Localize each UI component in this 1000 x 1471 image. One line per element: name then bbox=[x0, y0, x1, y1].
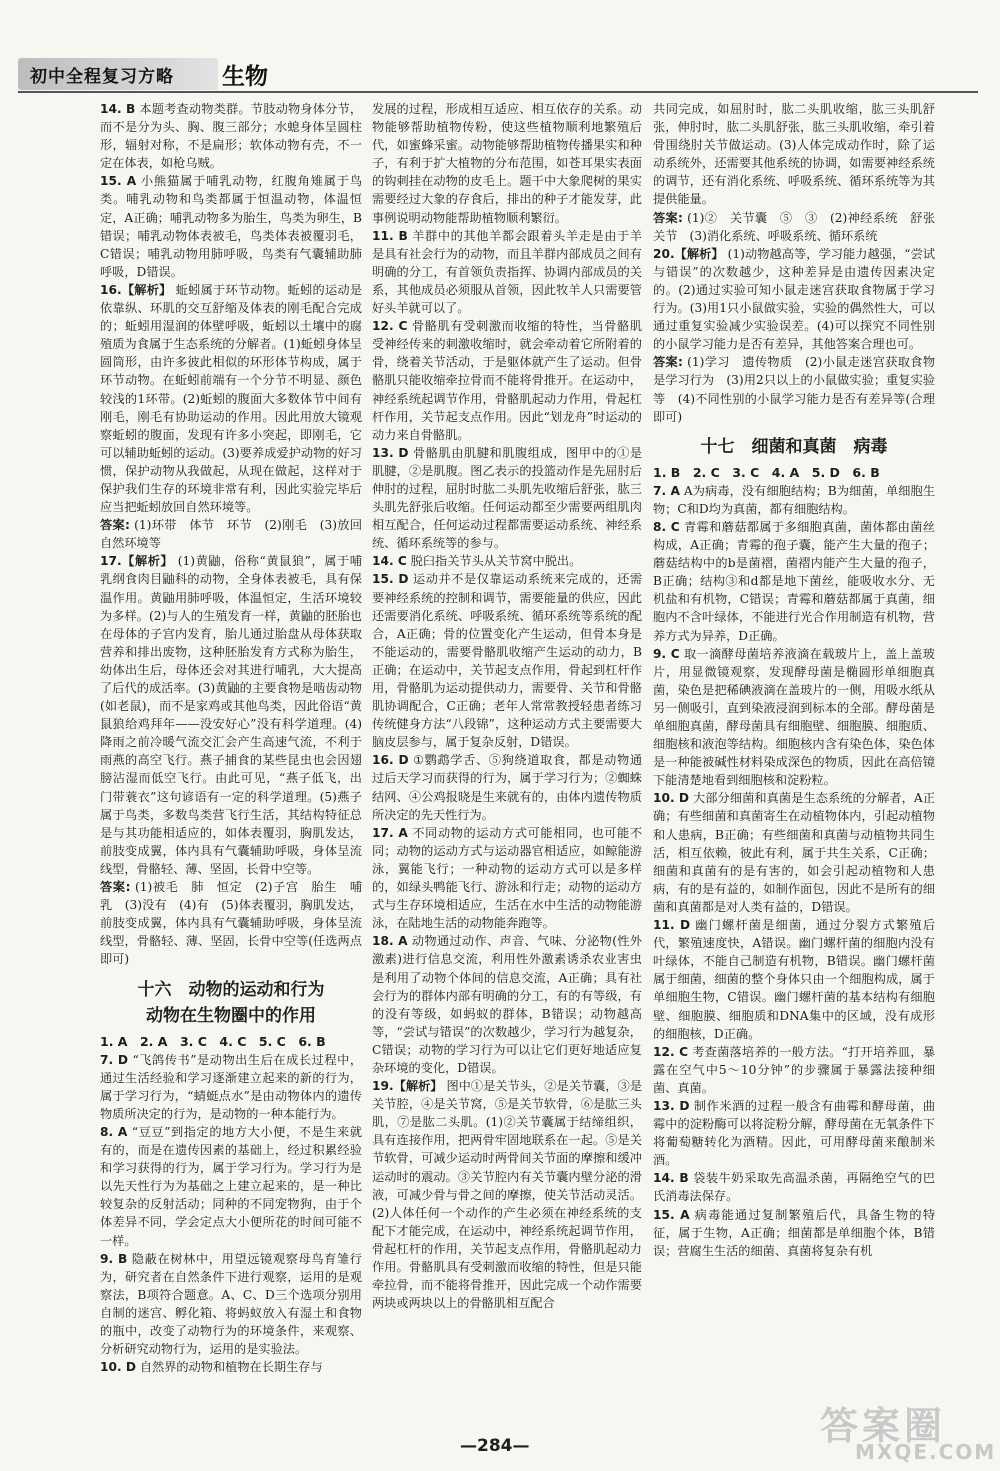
answer-list bbox=[653, 482, 935, 1260]
answer-text: (1)环带 体节 环节 (2)刚毛 (3)放回自然环境等 bbox=[100, 518, 363, 551]
answer-item bbox=[653, 789, 935, 916]
answer-item bbox=[653, 353, 935, 425]
answer-item bbox=[100, 878, 362, 968]
answer-number: 16.【解析】 bbox=[100, 282, 172, 297]
answer-number: 15. A bbox=[653, 1207, 690, 1222]
answer-item bbox=[653, 1097, 935, 1169]
watermark-logo: 答案圈 bbox=[820, 1404, 947, 1448]
answer-item bbox=[372, 100, 642, 227]
page-header bbox=[0, 0, 1000, 92]
answer-item bbox=[653, 518, 935, 645]
column-3 bbox=[653, 100, 948, 1260]
answer-item bbox=[100, 281, 362, 516]
answer-list bbox=[100, 100, 362, 969]
answer-number: 20.【解析】 bbox=[653, 246, 724, 261]
answer-text: 本题考查动物类群。节肢动物身体分节，而不是分为头、胸、腹三部分；水螅身体呈圆柱形，辐射对称，不是扁形；软体动物有壳，不一定在体表，如枪乌贼。 bbox=[100, 102, 363, 171]
answer-text: 制作米酒的过程一般含有曲霉和酵母菌，曲霉中的淀粉酶可以将淀粉分解，酵母菌在无氧条件下将葡萄糖转化为酒精。因此，可用酵母菌来酿制米酒。 bbox=[653, 1098, 936, 1168]
answer-item bbox=[372, 932, 642, 1077]
answer-item bbox=[653, 916, 935, 1043]
answer-item bbox=[372, 824, 642, 933]
answer-number: 10. D bbox=[653, 791, 690, 806]
answer-text: (1)② 关节囊 ⑤ ③ (2)神经系统 舒张 关节 (3)消化系统、呼吸系统、循环系统 bbox=[653, 210, 948, 243]
answer-text: 不同动物的运动方式可能相同，也可能不同；动物的运动方式与运动器官相适应，如鲸能游泳，翼能飞行；一种动物的运动方式可以是多样的，如绿头鸭能飞行、游泳和行走；动物的运动方式与生存环境相适应，生活在水中生活的动物能游泳，在陆地生活的动物能奔跑等。 bbox=[372, 825, 643, 931]
answer-list bbox=[653, 100, 948, 426]
watermark-url: MXQE.COM bbox=[855, 1440, 997, 1464]
answer-text: 取一滴酵母菌培养液滴在载玻片上，盖上盖玻片，用显微镜观察，发现酵母菌是椭圆形单细胞真菌，染色是把稀碘液滴在盖玻片的一侧，用吸水纸从另一侧吸引，直到染液浸润到标本的全部。酵母菌是单细胞真菌，酵母菌具有细胞壁、细胞膜、细胞质、细胞核和液泡等结构。细胞核内含有染色体，染色体是一种能被碱性材料染成深色的物质，因此在高倍镜下能清楚地看到细胞核和淀粉粒。 bbox=[653, 646, 935, 788]
answer-number: 14. B bbox=[653, 1171, 689, 1186]
answer-item bbox=[100, 172, 362, 281]
answer-text: 发展的过程，形成相互适应、相互依存的关系。动物能够帮助植物传粉，使这些植物顺利地繁殖后代，如蜜蜂采蜜。动物能够帮助植物传播果实和种子，有利于扩大植物的分布范围，如苍耳果实表面的钩刺挂在动物的皮毛上。题干中大象爬树的果实需要经过大象的存食后，排出的种子才能发芽，此事例说明动物能帮助植物顺利繁衍。 bbox=[372, 102, 642, 225]
answer-item bbox=[372, 227, 642, 317]
answer-text: (1)动物越高等，学习能力越强，“尝试与错误”的次数越少，这种差异是由遗传因素决定的。(2)通过实验可知小鼠走迷宫获取食物属于学习行为。(3)用1只小鼠做实验，实验的偶然性大，可以通过重复实验减少实验误差。(4)可以探究不同性别的小鼠学习能力是否有差异，其他答案合理也可。 bbox=[653, 246, 936, 352]
answer-item bbox=[653, 1043, 935, 1097]
answer-number: 17.【解析】 bbox=[100, 554, 174, 569]
answer-number: 答案: bbox=[653, 210, 683, 225]
answer-item bbox=[372, 552, 642, 570]
answer-text: 动物通过动作、声音、气味、分泌物(性外激素)进行信息交流，利用性外激素诱杀农业害虫是利用了动物个体间的信息交流，A正确；具有社会行为的群体内部有明确的分工，有的有等级，有的没有等级，如蚂蚁的群体，B错误；动物越高等，“尝试与错误”的次数越少，学习行为越复杂，C错误；动物的学习行为可以让它们更好地适应复杂环境的变化，D错误。 bbox=[372, 934, 643, 1075]
answer-item bbox=[653, 100, 935, 209]
answer-item bbox=[653, 209, 948, 245]
answer-item bbox=[372, 570, 642, 751]
answer-item bbox=[372, 317, 642, 444]
answer-number: 答案: bbox=[653, 355, 683, 370]
answer-text: 蚯蚓属于环节动物。蚯蚓的运动是依靠纵、环肌的交互舒缩及体表的刚毛配合完成的；蚯蚓用湿润的体壁呼吸，蚯蚓以土壤中的腐殖质为食属于生态系统的分解者。(1)蚯蚓身体呈圆筒形，由许多彼此相似的环形体节构成，属于环节动物。在蚯蚓前端有一个分节不明显、颜色较浅的1环带。(2)蚯蚓的腹面大多数体节中间有刚毛，刚毛有协助运动的作用。因此用放大镜观察蚯蚓的腹面，发现有许多小突起，即刚毛，它可以辅助蚯蚓的运动。(3)要养成爱护动物的好习惯，保护动物从我做起，从现在做起，这样对于保护我们生存的环境非常有利，因此实验完毕后应当把蚯蚓放回自然环境等。 bbox=[100, 282, 363, 515]
answer-item bbox=[653, 245, 935, 354]
answer-text: 大部分细菌和真菌是生态系统的分解者，A正确；有些细菌和真菌寄生在动植物体内，引起动植物和人患病，B正确；有些细菌和真菌与动植物共同生活，相互依赖，彼此有利，属于共生关系，C正确；细菌和真菌有的是有害的，如会引起动植物和人患病，有的是有益的，如制作面包，因此不是所有的细菌和真菌都是对人类有益的，D错误。 bbox=[653, 791, 936, 914]
answer-text: 病毒能通过复制繁殖后代，具备生物的特征，属于生物，A正确；细菌都是单细胞个体，B错误；营腐生生活的细菌、真菌将复杂有机 bbox=[653, 1207, 936, 1258]
answer-item bbox=[372, 444, 642, 553]
answer-text: (1)被毛 肺 恒定 (2)子宫 胎生 哺乳 (3)没有 (4)有 (5)体表覆羽，胸肌发达，前肢变成翼，体内具有气囊辅助呼吸，身体呈流线型，骨骼轻、薄、坚固，长骨中空等(任选两点即可) bbox=[100, 880, 363, 967]
answer-text: “豆豆”到指定的地方大小便，不是生来就有的，而是在遗传因素的基础上，经过积累经验和学习获得的行为，属于学习行为。学习行为是以先天性行为为基础之上建立起来的，是一种比较复杂的反射活动；同种的不同宠物狗，由于个体差异不同，学会定点大小便所花的时间可能不一样。 bbox=[100, 1124, 362, 1248]
answer-number: 7. D bbox=[100, 1052, 129, 1067]
answer-item bbox=[372, 751, 642, 823]
answer-list bbox=[100, 1051, 362, 1377]
answer-number: 18. A bbox=[372, 934, 408, 949]
page-number: —284— bbox=[460, 1436, 530, 1456]
answer-text: 小熊猫属于哺乳动物，红腹角雉属于鸟类。哺乳动物和鸟类都属于恒温动物，体温恒定，A正确；哺乳动物多为胎生，鸟类为卵生，B错误；哺乳动物体表被毛，鸟类体表被覆羽毛，C错误；哺乳动物用肺呼吸，鸟类有气囊辅助肺呼吸，D错误。 bbox=[100, 174, 363, 279]
answer-text: 袋装牛奶采取先高温杀菌，再隔绝空气的巴氏消毒法保存。 bbox=[653, 1171, 936, 1204]
answer-number: 8. A bbox=[100, 1124, 128, 1139]
answer-text: “飞鸽传书”是动物出生后在成长过程中，通过生活经验和学习逐渐建立起来的新的行为，属于学习行为，“蜻蜓点水”是由动物体内的遗传物质所决定的行为，是动物的一种本能行为。 bbox=[100, 1052, 363, 1121]
answer-number: 12. C bbox=[653, 1044, 689, 1059]
answer-item bbox=[100, 552, 362, 878]
answer-item bbox=[653, 1206, 935, 1260]
answer-item bbox=[100, 1358, 362, 1376]
section-17-mcq: 1. B 2. C 3. C 4. A 5. D 6. B bbox=[653, 464, 880, 480]
column-2 bbox=[372, 100, 642, 1312]
answer-text: ①鹦鹉学舌、⑤狗绕道取食，都是动物通过后天学习而获得的行为，属于学习行为；②蜘蛛结网、④公鸡报晓是生来就有的，由体内遗传物质所决定的先天性行为。 bbox=[372, 753, 643, 822]
answer-text: 自然界的动物和植物在长期生存与 bbox=[139, 1360, 323, 1375]
answer-item bbox=[372, 1077, 642, 1312]
answer-text: 运动并不是仅靠运动系统来完成的，还需要神经系统的控制和调节，需要能量的供应，因此还需要消化系统、呼吸系统、循环系统等系统的配合，A正确；骨的位置变化产生运动，但骨本身是不能运动的，需要骨骼肌收缩产生运动的动力，B正确；在运动中，关节起支点作用，骨起到杠杆作用，骨骼肌为运动提供动力，需要骨、关节和骨骼肌协调配合，C正确；老年人常常教授轻患者练习传统健身方法“八段锦”，这种运动方式主要需要大脑皮层参与，属于复杂反射，D错误。 bbox=[372, 572, 643, 750]
answer-text: A为病毒，没有细胞结构；B为细菌，单细胞生物；C和D均为真菌，都有细胞结构。 bbox=[653, 483, 936, 516]
section-17-title: 十七 细菌和真菌 病毒 bbox=[700, 436, 888, 457]
answer-text: 共同完成，如屈肘时，肱二头肌收缩，肱三头肌舒张，伸肘时，肱二头肌舒张，肱三头肌收缩，牵引着骨围绕肘关节做运动。(3)人体完成动作时，除了运动系统外，还需要其他系统的协调，如需要神经系统的调节，还有消化系统、呼吸系统、循环系统等为其提供能量。 bbox=[653, 102, 935, 207]
answer-number: 10. D bbox=[100, 1360, 136, 1375]
answer-item bbox=[653, 1169, 935, 1205]
answer-number: 7. A bbox=[653, 483, 680, 498]
answer-item bbox=[100, 1051, 362, 1123]
answer-number: 15. A bbox=[100, 174, 137, 189]
answer-number: 9. C bbox=[653, 646, 680, 661]
answer-item bbox=[100, 516, 362, 552]
answer-number: 19.【解析】 bbox=[372, 1079, 443, 1094]
series-title: 初中全程复习方略 bbox=[30, 67, 174, 87]
answer-text: 骨骼肌有受刺激而收缩的特性，当骨骼肌受神经传来的刺激收缩时，就会牵动着它所附着的骨，绕着关节活动，于是躯体就产生了运动。但骨骼肌只能收缩牵拉骨而不能将骨推开。在运动中，神经系统起调节作用，骨骼肌起动力作用，骨起杠杆作用，关节起支点作用。因此“划龙舟”时运动的动力来自骨骼肌。 bbox=[372, 319, 643, 442]
answer-number: 14. C bbox=[372, 554, 407, 569]
answer-item bbox=[653, 482, 935, 518]
answer-number: 9. B bbox=[100, 1251, 128, 1266]
section-16-mcq: 1. A 2. A 3. C 4. C 5. C 6. B bbox=[100, 1033, 326, 1049]
answer-text: 骨骼肌由肌腱和肌腹组成，图甲中的①是肌腱，②是肌腹。图乙表示的投篮动作是先屈肘后伸肘的过程，屈肘时肱二头肌先收缩后舒张，肱三头肌先舒张后收缩。任何运动都至少需要两组肌肉相互配合，任何运动过程都需要运动系统、神经系统、循环系统等的参与。 bbox=[372, 445, 643, 551]
answer-number: 答案: bbox=[100, 518, 130, 533]
answer-text: 羊群中的其他羊都会跟着头羊走是由于羊是具有社会行为的动物，而且羊群内部成员之间有明确的分工，有首领负责指挥、协调内部成员的关系，其他成员必须服从首领，因此牧羊人只需要管好头羊就可以了。 bbox=[372, 228, 643, 316]
subject-title: 生物 bbox=[222, 64, 268, 90]
answer-number: 13. D bbox=[653, 1098, 690, 1113]
answer-number: 14. B bbox=[100, 102, 136, 116]
answer-item bbox=[100, 100, 362, 172]
answer-number: 11. B bbox=[372, 228, 408, 243]
answer-number: 12. C bbox=[372, 319, 408, 334]
answer-number: 13. D bbox=[372, 445, 409, 460]
answer-number: 答案: bbox=[100, 880, 131, 895]
answer-text: 考查菌落培养的一般方法。“打开培养皿，暴露在空气中5～10分钟”的步骤属于暴露法接种细菌、真菌。 bbox=[653, 1044, 935, 1095]
answer-text: (1)学习 遗传物质 (2)小鼠走迷宫获取食物是学习行为 (3)用2只以上的小鼠做实验；重复实验等 (4)不同性别的小鼠学习能力是否有差异等(合理即可) bbox=[653, 355, 936, 424]
section-16-title bbox=[100, 977, 362, 1029]
answer-number: 16. D bbox=[372, 753, 409, 768]
column-1 bbox=[100, 100, 362, 1376]
answer-number: 8. C bbox=[653, 519, 680, 534]
answer-number: 11. D bbox=[653, 918, 691, 933]
header-rule bbox=[18, 91, 978, 93]
answer-text: 图中①是关节头，②是关节囊，③是关节腔，④是关节窝，⑤是关节软骨，⑥是肱三头肌，⑦是肱二头肌。(1)②关节囊属于结缔组织，具有连接作用，把两骨牢固地联系在一起。⑤是关节软骨，可减少运动时两骨间关节面的摩擦和缓冲运动时的震动。③关节腔内有关节囊内壁分泌的滑液，可减少骨与骨之间的摩擦，使关节活动灵活。(2)人体任何一个动作的产生必须在神经系统的支配下才能完成，在运动中，神经系统起调节作用，骨起杠杆的作用，关节起支点作用，骨骼肌起动力作用。骨骼肌具有受刺激而收缩的特性，但是只能牵拉骨，而不能将骨推开，因此完成一个动作需要两块或两块以上的骨骼肌相互配合 bbox=[372, 1079, 643, 1311]
section-16-line2: 动物在生物圈中的作用 bbox=[146, 1005, 316, 1026]
answer-item bbox=[653, 645, 935, 790]
answer-item bbox=[100, 1123, 362, 1250]
answer-text: 幽门螺杆菌是细菌，通过分裂方式繁殖后代，繁殖速度快，A错误。幽门螺杆菌的细胞内没有叶绿体，不能自己制造有机物，B错误。幽门螺杆菌属于细菌，细菌的整个身体只由一个细胞构成，属于单细胞生物，C错误。幽门螺杆菌的基本结构有细胞壁、细胞膜、细胞质和DNA集中的区域，没有成形的细胞核，D正确。 bbox=[653, 918, 936, 1041]
section-16-line1: 十六 动物的运动和行为 bbox=[137, 979, 325, 1000]
answer-text: 脱臼指关节头从关节窝中脱出。 bbox=[410, 554, 582, 569]
answer-text: (1)黄鼬，俗称“黄鼠狼”，属于哺乳纲食肉目鼬科的动物，全身体表被毛，具有保温作用。黄鼬用肺呼吸，体温恒定，生活环境较为多样。(2)与人的生殖发育一样，黄鼬的胚胎也在母体的子宫内发育，胎儿通过胎盘从母体获取营养和排出废物，这种胚胎发育方式称为胎生，幼体出生后，母体还会对其进行哺乳，大大提高了后代的成活率。(3)黄鼬的主要食物是啮齿动物(如老鼠)，而不是家鸡或其他鸟类，因此俗语“黄鼠狼给鸡拜年——没安好心”没有科学道理。(4)降雨之前冷暖气流交汇会产生高速气流，不利于雨燕的高空飞行。燕子捕食的某些昆虫也会因翅膀沾湿而低空飞行。由此可见，“燕子低飞，出门带蓑衣”这句谚语有一定的科学道理。(5)燕子属于鸟类，多数鸟类营飞行生活，其结构特征总是与其功能相适应的，如体表覆羽，胸肌发达，前肢变成翼，体内具有气囊辅助呼吸，身体呈流线型，骨骼轻、薄、坚固，长骨中空等。 bbox=[100, 554, 362, 876]
answer-item bbox=[100, 1250, 362, 1359]
answer-text: 隐蔽在树林中，用望远镜观察母鸟育雏行为，研究者在自然条件下进行观察，运用的是观察法，B项符合题意。A、C、D三个选项分别用自制的迷宫、孵化箱、将蚂蚁放入有湿土和食物的瓶中，改变了动物行为的环境条件，来观察、分析研究动物行为，运用的是实验法。 bbox=[100, 1251, 362, 1357]
answer-number: 15. D bbox=[372, 572, 409, 587]
answer-number: 17. A bbox=[372, 825, 408, 840]
answer-list bbox=[372, 100, 642, 1312]
answer-text: 青霉和蘑菇都属于多细胞真菌，菌体都由菌丝构成，A正确；青霉的孢子囊，能产生大量的孢子；蘑菇结构中的b是菌褶，菌褶内能产生大量的孢子，B正确；结构③和d都是地下菌丝，能吸收水分、无机盐和有机物，C错误；青霉和蘑菇都属于真菌，细胞内不含叶绿体，不能进行光合作用制造有机物，营养方式为异养，D正确。 bbox=[653, 519, 935, 643]
